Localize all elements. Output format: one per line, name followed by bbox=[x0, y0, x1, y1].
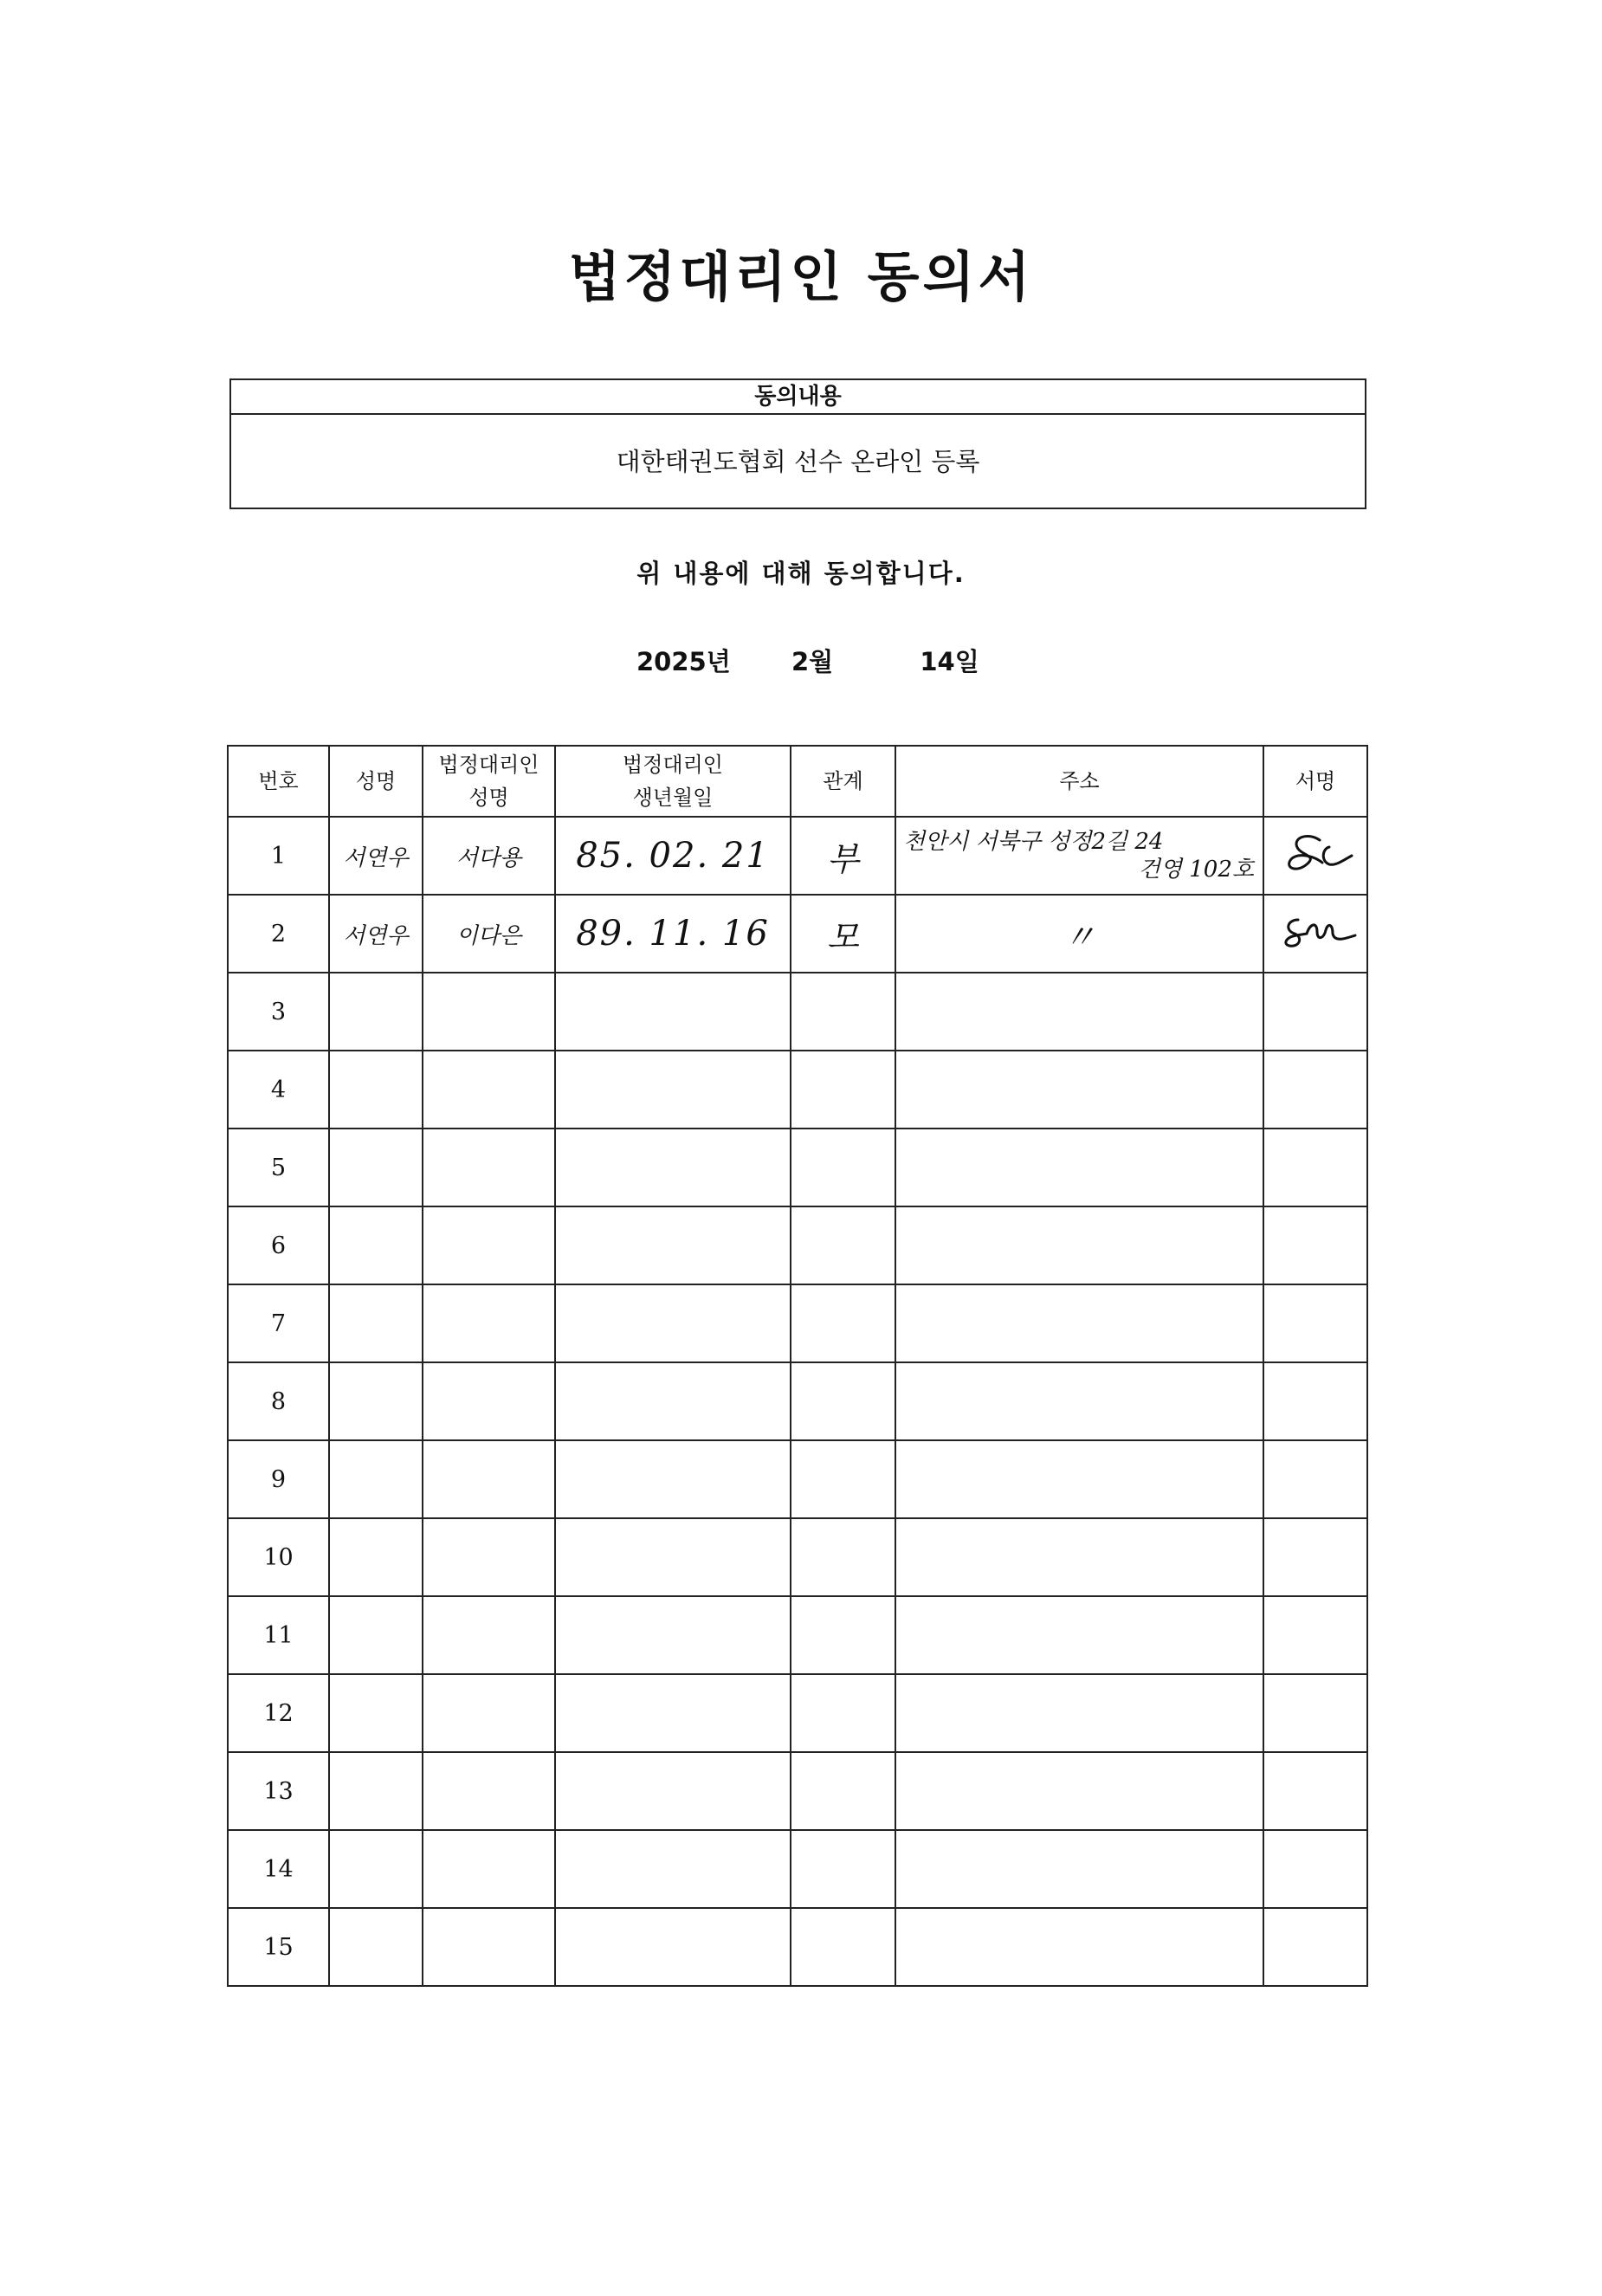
row-number: 6 bbox=[228, 1206, 329, 1284]
row-number: 15 bbox=[228, 1908, 329, 1986]
row-name bbox=[329, 1051, 423, 1129]
header-guardian-birth-line1: 법정대리인 bbox=[623, 753, 723, 777]
row-address bbox=[895, 1518, 1263, 1596]
row-guardian-name bbox=[423, 817, 555, 895]
handwritten-relation: 모 bbox=[827, 917, 859, 956]
row-signature bbox=[1263, 1830, 1367, 1908]
consent-date bbox=[636, 643, 979, 678]
row-name bbox=[329, 1440, 423, 1518]
row-guardian-birth bbox=[555, 1596, 791, 1674]
row-signature bbox=[1263, 1908, 1367, 1986]
row-relation bbox=[791, 1362, 895, 1440]
handwritten-name: 서연우 bbox=[343, 922, 409, 949]
row-guardian-name bbox=[423, 895, 555, 973]
row-number: 13 bbox=[228, 1752, 329, 1830]
handwritten-relation: 부 bbox=[827, 839, 859, 878]
row-relation bbox=[791, 1129, 895, 1206]
row-guardian-birth bbox=[555, 973, 791, 1051]
guardian-roster-table bbox=[227, 745, 1368, 1987]
table-row bbox=[228, 973, 1367, 1051]
header-address: 주소 bbox=[895, 746, 1263, 817]
row-relation bbox=[791, 1674, 895, 1752]
row-guardian-name bbox=[423, 1129, 555, 1206]
row-number: 11 bbox=[228, 1596, 329, 1674]
row-signature bbox=[1263, 1440, 1367, 1518]
row-signature bbox=[1263, 1284, 1367, 1362]
header-relation: 관계 bbox=[791, 746, 895, 817]
handwritten-guardian-name: 이다은 bbox=[455, 922, 522, 949]
row-name bbox=[329, 1596, 423, 1674]
row-address bbox=[895, 895, 1263, 973]
row-name bbox=[329, 895, 423, 973]
row-guardian-name bbox=[423, 1518, 555, 1596]
row-guardian-birth bbox=[555, 817, 791, 895]
row-guardian-name bbox=[423, 1362, 555, 1440]
row-number: 14 bbox=[228, 1830, 329, 1908]
row-signature bbox=[1263, 895, 1367, 973]
row-signature bbox=[1263, 1206, 1367, 1284]
handwritten-guardian-birth: 89. 11. 16 bbox=[576, 914, 770, 954]
row-signature bbox=[1263, 1752, 1367, 1830]
row-relation bbox=[791, 817, 895, 895]
header-guardian-birth-line2: 생년월일 bbox=[632, 786, 714, 810]
row-number: 10 bbox=[228, 1518, 329, 1596]
header-guardian-birth bbox=[555, 746, 791, 817]
row-relation bbox=[791, 1596, 895, 1674]
row-guardian-name bbox=[423, 1596, 555, 1674]
row-number: 12 bbox=[228, 1674, 329, 1752]
row-relation bbox=[791, 1440, 895, 1518]
header-guardian-name-line1: 법정대리인 bbox=[438, 753, 539, 777]
row-signature bbox=[1263, 1362, 1367, 1440]
row-relation bbox=[791, 973, 895, 1051]
row-number: 8 bbox=[228, 1362, 329, 1440]
agreement-statement: 위 내용에 대해 동의합니다. bbox=[636, 559, 966, 588]
row-guardian-name bbox=[423, 1908, 555, 1986]
table-row bbox=[228, 817, 1367, 895]
row-relation bbox=[791, 1752, 895, 1830]
document-title: 법정대리인 동의서 bbox=[568, 245, 1034, 308]
table-row bbox=[228, 1362, 1367, 1440]
row-guardian-name bbox=[423, 1674, 555, 1752]
row-address bbox=[895, 1129, 1263, 1206]
row-name bbox=[329, 1518, 423, 1596]
row-address bbox=[895, 1362, 1263, 1440]
row-number: 7 bbox=[228, 1284, 329, 1362]
row-number: 4 bbox=[228, 1051, 329, 1129]
table-row bbox=[228, 1908, 1367, 1986]
row-address bbox=[895, 1206, 1263, 1284]
row-guardian-name bbox=[423, 1440, 555, 1518]
row-relation bbox=[791, 895, 895, 973]
date-month: 2월 bbox=[791, 647, 834, 676]
row-guardian-name bbox=[423, 1830, 555, 1908]
row-number: 5 bbox=[228, 1129, 329, 1206]
row-relation bbox=[791, 1051, 895, 1129]
row-guardian-name bbox=[423, 1284, 555, 1362]
table-row bbox=[228, 1752, 1367, 1830]
row-guardian-birth bbox=[555, 1518, 791, 1596]
row-address bbox=[895, 1830, 1263, 1908]
handwritten-name: 서연우 bbox=[343, 844, 409, 871]
row-address bbox=[895, 1674, 1263, 1752]
row-address bbox=[895, 1051, 1263, 1129]
row-name bbox=[329, 1674, 423, 1752]
handwritten-address-ditto: 〃 bbox=[1063, 917, 1096, 956]
row-relation bbox=[791, 1206, 895, 1284]
table-row bbox=[228, 1284, 1367, 1362]
row-address bbox=[895, 1284, 1263, 1362]
row-name bbox=[329, 1284, 423, 1362]
row-guardian-name bbox=[423, 1752, 555, 1830]
row-address bbox=[895, 1440, 1263, 1518]
row-number: 2 bbox=[228, 895, 329, 973]
row-guardian-birth bbox=[555, 1051, 791, 1129]
row-relation bbox=[791, 1284, 895, 1362]
row-guardian-birth bbox=[555, 1362, 791, 1440]
header-name: 성명 bbox=[329, 746, 423, 817]
handwritten-guardian-birth: 85. 02. 21 bbox=[576, 836, 770, 876]
table-row bbox=[228, 895, 1367, 973]
row-name bbox=[329, 1362, 423, 1440]
row-name bbox=[329, 1752, 423, 1830]
consent-box bbox=[229, 378, 1366, 509]
row-name bbox=[329, 1129, 423, 1206]
row-guardian-name bbox=[423, 973, 555, 1051]
row-guardian-birth bbox=[555, 1830, 791, 1908]
handwritten-address-line1: 천안시 서북구 성정2길 24 bbox=[903, 829, 1164, 855]
date-day: 14일 bbox=[920, 647, 979, 676]
row-signature bbox=[1263, 817, 1367, 895]
table-row bbox=[228, 1051, 1367, 1129]
table-header-row bbox=[228, 746, 1367, 817]
row-guardian-name bbox=[423, 1206, 555, 1284]
header-signature: 서명 bbox=[1263, 746, 1367, 817]
row-guardian-birth bbox=[555, 1908, 791, 1986]
handwritten-guardian-name: 서다용 bbox=[455, 844, 522, 871]
table-row bbox=[228, 1830, 1367, 1908]
row-guardian-birth bbox=[555, 895, 791, 973]
table-row bbox=[228, 1440, 1367, 1518]
row-name bbox=[329, 817, 423, 895]
row-address bbox=[895, 973, 1263, 1051]
row-guardian-name bbox=[423, 1051, 555, 1129]
row-name bbox=[329, 1830, 423, 1908]
table-row bbox=[228, 1129, 1367, 1206]
signature-mark bbox=[1272, 908, 1359, 960]
date-year: 2025년 bbox=[636, 647, 731, 676]
row-name bbox=[329, 1908, 423, 1986]
row-address bbox=[895, 817, 1263, 895]
row-guardian-birth bbox=[555, 1674, 791, 1752]
row-number: 1 bbox=[228, 817, 329, 895]
consent-header: 동의내용 bbox=[231, 380, 1365, 415]
table-row bbox=[228, 1596, 1367, 1674]
row-relation bbox=[791, 1830, 895, 1908]
row-name bbox=[329, 973, 423, 1051]
row-relation bbox=[791, 1908, 895, 1986]
consent-content: 대한태권도협회 선수 온라인 등록 bbox=[616, 447, 980, 476]
row-address bbox=[895, 1752, 1263, 1830]
row-signature bbox=[1263, 1518, 1367, 1596]
header-guardian-name bbox=[423, 746, 555, 817]
handwritten-address-line2: 건영 102호 bbox=[1138, 857, 1254, 883]
header-guardian-name-line2: 성명 bbox=[468, 786, 509, 810]
row-number: 3 bbox=[228, 973, 329, 1051]
row-signature bbox=[1263, 1596, 1367, 1674]
row-relation bbox=[791, 1518, 895, 1596]
row-signature bbox=[1263, 1674, 1367, 1752]
signature-mark bbox=[1272, 830, 1359, 882]
row-signature bbox=[1263, 973, 1367, 1051]
row-guardian-birth bbox=[555, 1206, 791, 1284]
table-row bbox=[228, 1518, 1367, 1596]
row-signature bbox=[1263, 1051, 1367, 1129]
row-guardian-birth bbox=[555, 1129, 791, 1206]
row-signature bbox=[1263, 1129, 1367, 1206]
row-address bbox=[895, 1908, 1263, 1986]
row-address bbox=[895, 1596, 1263, 1674]
row-name bbox=[329, 1206, 423, 1284]
row-number: 9 bbox=[228, 1440, 329, 1518]
row-guardian-birth bbox=[555, 1284, 791, 1362]
table-row bbox=[228, 1206, 1367, 1284]
header-number: 번호 bbox=[228, 746, 329, 817]
row-guardian-birth bbox=[555, 1440, 791, 1518]
table-row bbox=[228, 1674, 1367, 1752]
row-guardian-birth bbox=[555, 1752, 791, 1830]
